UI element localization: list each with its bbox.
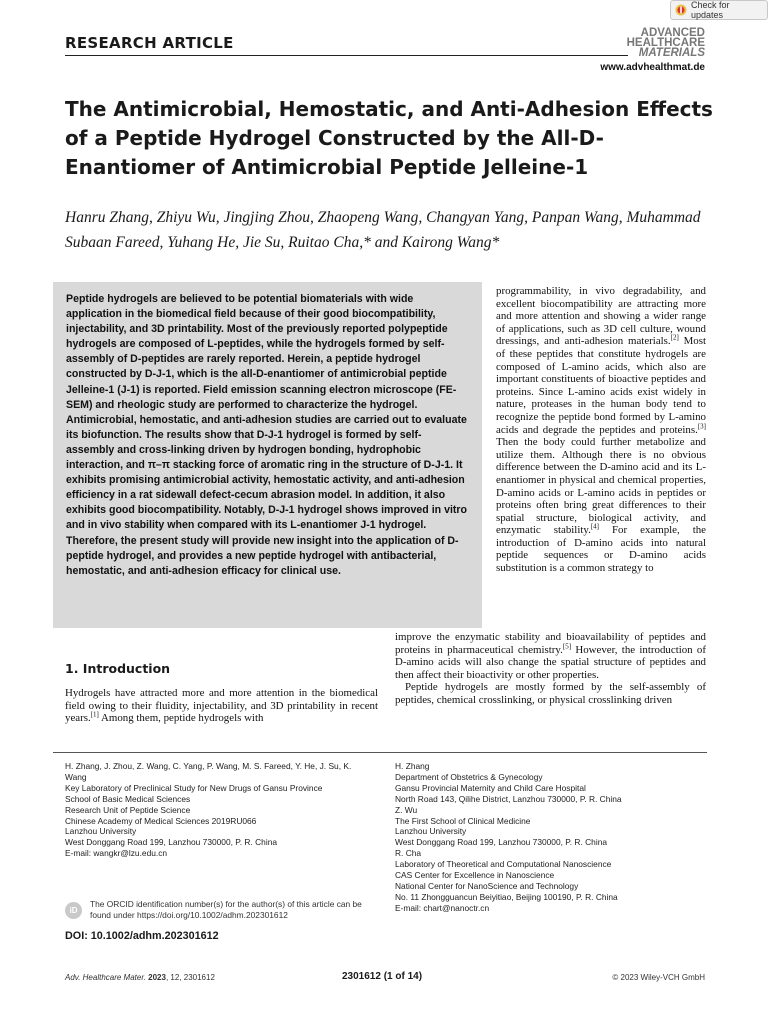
crossmark-icon (675, 4, 687, 16)
abstract-box (53, 282, 482, 628)
affiliation-line: The First School of Clinical Medicine (395, 815, 531, 826)
orcid-icon: iD (65, 902, 82, 919)
body-text: For example, the introduction of D-amino acids into natural peptide sequences or D-amino acids substitution is a common strategy to (496, 524, 707, 575)
citation-link[interactable]: [4] (590, 522, 600, 531)
orcid-note (65, 899, 377, 920)
affiliation-line: Department of Obstetrics & Gynecology (395, 771, 543, 782)
email-link[interactable]: E-mail: chart@nanoctr.cn (395, 902, 490, 913)
affiliation-line: Lanzhou University (395, 826, 467, 837)
orcid-text[interactable]: The ORCID identification number(s) for the author(s) of this article can be found under https://doi.org/10.1002/adhm.202301612 (90, 899, 362, 920)
citation-link[interactable]: [5] (562, 641, 572, 650)
wide-paragraph (395, 631, 706, 707)
affiliation-line: Z. Wu (395, 804, 418, 815)
footer-citation (65, 973, 215, 982)
paragraph: Peptide hydrogels are mostly formed by the self-assembly of peptides, chemical crosslinking, or physical crosslinking driven (395, 681, 706, 706)
affiliation-line: R. Cha (395, 848, 422, 859)
logo-line-2: HEALTHCARE (626, 37, 705, 49)
body-text: Then the body could further metabolize and utilize them. Although there is no obvious difference between the D-amino acid and its L-enantiomer in physical and chemical properties, D-amino acids or L-amino acids in peptides or proteins often bring great differences to their spatial structure, biological activity, and enzymatic stability. (496, 436, 706, 537)
body-text: improve the enzymatic stability and bioavailability of peptides and proteins in pharmaceutical chemistry. (395, 631, 706, 656)
footer-volume: , 12, 2301612 (165, 973, 215, 982)
logo-line-1: ADVANCED (640, 27, 705, 39)
affiliation-line: No. 11 Zhongguancun Beiyitiao, Beijing 100190, P. R. China (395, 891, 618, 902)
journal-logo (627, 28, 705, 58)
right-column-text (496, 285, 706, 575)
email-link[interactable]: E-mail: wangkr@lzu.edu.cn (65, 848, 168, 859)
section-label: RESEARCH ARTICLE (65, 34, 234, 52)
citation-link[interactable]: [2] (670, 333, 679, 342)
author-list: Hanru Zhang, Zhiyu Wu, Jingjing Zhou, Zhaopeng Wang, Changyan Yang, Panpan Wang, Muhammad Subaan Fareed, Yuhang He, Jie Su, Ruitao Cha,* and Kairong Wang* (65, 209, 701, 251)
affiliation-line: West Donggang Road 199, Lanzhou 730000, P. R. China (395, 837, 608, 848)
paragraph (395, 631, 706, 681)
article-title: The Antimicrobial, Hemostatic, and Anti-Adhesion Effects of a Peptide Hydrogel Constructed by the All-D-Enantiomer of Antimicrobial Peptide Jelleine-1 (65, 97, 713, 179)
affiliation-line: Research Unit of Peptide Science (65, 804, 191, 815)
affiliations-left (65, 761, 375, 859)
body-text: programmability, in vivo degradability, and excellent biocompatibility are attracting more and more attention and showing a wider range of applications, such as 3D cell culture, wound dressings, and anti-adhesion materials. (496, 285, 706, 348)
copyright: © 2023 Wiley-VCH GmbH (612, 973, 705, 982)
page-number: 2301612 (1 of 14) (342, 971, 423, 982)
affiliation-line: H. Zhang (395, 761, 430, 771)
affiliation-line: North Road 143, Qilihe District, Lanzhou 730000, P. R. China (395, 793, 622, 804)
affiliation-line: H. Zhang, J. Zhou, Z. Wang, C. Yang, P. Wang, M. S. Fareed, Y. He, J. Su, K. Wang (65, 761, 352, 782)
body-text: Among them, peptide hydrogels with (98, 712, 264, 725)
affiliation-line: West Donggang Road 199, Lanzhou 730000, P. R. China (65, 837, 278, 848)
abstract-text: Peptide hydrogels are believed to be potential biomaterials with wide application in the biomedical field because of their good biocompatibility, injectability, and 3D printability. Most of the previously reported polypeptide hydrogels are composed of L-peptides, while the hydrogels formed by self-assembly of D-peptides are rarely reported. Herein, a peptide hydrogel constructed by D-J-1, which is the all-D-enantiomer of antimicrobial peptide Jelleine-1 (J-1) is reported. Field emission scanning electron microscope (FE-SEM) and rheologic study are performed to characterize the hydrogel. Antimicrobial, hemostatic, and anti-adhesion studies are carried out to evaluate its biofunction. The results show that D-J-1 hydrogel is formed by self-assembly and cross-linking driven by hydrogen bonding, hydrophobic interaction, and π–π stacking force of aromatic ring in the structure of D-J-1. It exhibits promising antimicrobial activity, hemostatic activity, and anti-adhesion efficiency in a rat sidewall defect-cecum abrasion model. In addition, it also exhibits good biocompatibility. Notably, D-J-1 hydrogel shows improved in vitro and in vivo stability when compared with its L-enantiomer J-1 hydrogel. Therefore, the present study will provide new insight into the application of D-peptide hydrogel, and provides a new peptide hydrogel with antibacterial, hemostatic, and anti-adhesion efficacy for clinical use. (66, 293, 468, 577)
affiliation-line: School of Basic Medical Sciences (65, 793, 191, 804)
logo-line-3: MATERIALS (638, 47, 705, 59)
affiliation-line: Laboratory of Theoretical and Computational Nanoscience (395, 859, 612, 870)
introduction-heading: 1. Introduction (65, 661, 171, 676)
affiliation-line: Lanzhou University (65, 826, 137, 837)
citation-link[interactable]: [3] (697, 421, 706, 430)
doi-link[interactable]: DOI: 10.1002/adhm.202301612 (65, 930, 219, 942)
affiliation-divider (53, 752, 707, 753)
check-for-updates-button[interactable] (670, 0, 768, 20)
affiliation-line: National Center for NanoScience and Technology (395, 880, 579, 891)
affiliation-line: Gansu Provincial Maternity and Child Care Hospital (395, 782, 586, 793)
affiliation-line: Key Laboratory of Preclinical Study for New Drugs of Gansu Province (65, 782, 323, 793)
affiliation-line: Chinese Academy of Medical Sciences 2019RU066 (65, 815, 257, 826)
journal-url[interactable]: www.advhealthmat.de (600, 62, 705, 73)
affiliation-line: CAS Center for Excellence in Nanoscience (395, 870, 555, 881)
body-text: Most of these peptides that constitute hydrogels are composed of L-amino acids, which also are important constituents of bioactive peptides and proteins. Since L-amino acids exist widely in nature, proteases in the human body tend to recognize the peptide bond formed by L-amino acids and degrade the peptides and proteins. (496, 335, 706, 436)
body-text: Hydrogels have attracted more and more attention in the biomedical field owing to their fluidity, injectability, and 3D printability in recent years. (65, 687, 378, 725)
header-rule (65, 55, 628, 56)
affiliations-right (395, 761, 707, 914)
check-updates-label: Check for updates (691, 0, 730, 20)
footer-year: 2023 (148, 973, 166, 982)
introduction-text (65, 687, 378, 725)
body-text: However, the introduction of D-amino acids will also change the spatial structure of peptides and then affect their bioactivity or other properties. (395, 643, 706, 681)
footer-journal: Adv. Healthcare Mater. (65, 973, 146, 982)
citation-link[interactable]: [1] (90, 710, 99, 719)
